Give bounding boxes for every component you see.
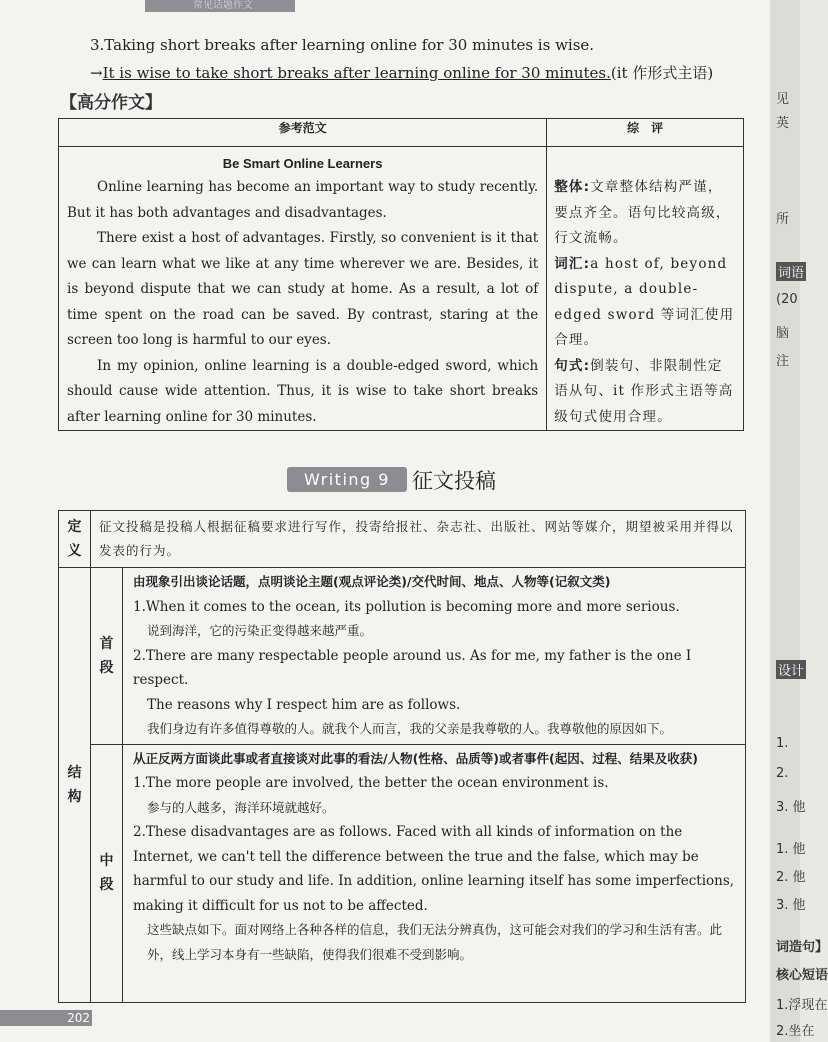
fragment: 词造句】 bbox=[776, 940, 828, 955]
comment-vocab bbox=[554, 252, 737, 354]
example-en: The reasons why I respect him are as follows. bbox=[147, 696, 461, 713]
example-cn: 我们身边有许多值得尊敬的人。就我个人而言，我的父亲是我尊敬的人。我尊敬他的原因如下。 bbox=[147, 721, 673, 736]
fragment: 1.浮现在 bbox=[776, 998, 828, 1013]
fragment: 所 bbox=[776, 212, 790, 227]
model-essay-table bbox=[58, 118, 744, 431]
essay-title: Be Smart Online Learners bbox=[222, 156, 383, 171]
next-page-edge bbox=[770, 0, 828, 1042]
comment-cell bbox=[547, 147, 744, 431]
comment-text: 文章整体结构严谨，要点齐全。语句比较高级，行文流畅。 bbox=[554, 179, 731, 246]
comment-label: 词汇: bbox=[554, 255, 591, 272]
translation-answer-line bbox=[90, 62, 713, 83]
example-cn: 这些缺点如下。面对网络上各种各样的信息，我们无法分辨真伪，这可能会对我们的学习和生活有害。此外，线上学习本身有一些缺陷，使得我们很难不受到影响。 bbox=[147, 922, 723, 962]
fragment: 英 bbox=[776, 116, 790, 131]
first-heading: 由现象引出谈论话题，点明谈论主题(观点评论类)/交代时间、地点、人物等(记叙文类) bbox=[133, 574, 611, 589]
comment-column-header: 综 评 bbox=[547, 119, 744, 147]
fragment: 注 bbox=[776, 354, 790, 369]
comment-sentence bbox=[554, 354, 737, 431]
example-cn: 说到海洋，它的污染正变得越来越严重。 bbox=[147, 623, 373, 638]
example-en: 1.The more people are involved, the better the ocean environment is. bbox=[133, 775, 609, 791]
fragment: 见 bbox=[776, 92, 790, 107]
middle-paragraph-cell bbox=[123, 744, 746, 1002]
fragment: 1. bbox=[776, 736, 789, 751]
middle-paragraph-label: 中段 bbox=[91, 744, 123, 1002]
essay-paragraph: In my opinion, online learning is a double-edged sword, which should cause wide attention. Thus, it is wise to take short breaks after learning online for 30 minutes. bbox=[67, 357, 539, 425]
example-en: 2.These disadvantages are as follows. Faced with all kinds of information on the Internet, we can't tell the difference between the true and the false, which may be harmful to our study and life. In addition, online learning itself has some imperfections, making it difficult for us not to be affected. bbox=[133, 824, 735, 914]
translation-note: (it 作形式主语) bbox=[610, 64, 714, 82]
arrow-icon: → bbox=[90, 64, 103, 82]
fragment: 核心短语 bbox=[776, 968, 828, 983]
translation-answer: It is wise to take short breaks after learning online for 30 minutes. bbox=[102, 64, 611, 82]
page-number: 202 bbox=[0, 1010, 92, 1026]
fragment: (20 bbox=[776, 292, 798, 307]
fragment: 2.坐在 bbox=[776, 1024, 815, 1039]
essay-cell bbox=[59, 147, 547, 431]
definition-label: 定义 bbox=[59, 511, 91, 568]
essay-paragraph: There exist a host of advantages. Firstly, so convenient is it that we can learn what we like at any time wherever we are. Besides, it is beyond dispute that we can study at home. As a result, a lot of time spent on the road can be saved. By contrast, staring at the screen too long is harmful to our eyes. bbox=[67, 230, 539, 348]
comment-label: 句式: bbox=[554, 357, 591, 374]
example-en: 1.When it comes to the ocean, its pollution is becoming more and more serious. bbox=[133, 598, 680, 615]
essay-paragraph: Online learning has become an important way to study recently. But it has both advantages and disadvantages. bbox=[67, 179, 539, 221]
translation-sentence: 3.Taking short breaks after learning online for 30 minutes is wise. bbox=[90, 36, 595, 54]
fragment: 2. bbox=[776, 766, 789, 781]
writing-banner: Writing 9 bbox=[287, 467, 407, 492]
first-paragraph-label: 首段 bbox=[91, 568, 123, 745]
definition-text: 征文投稿是投稿人根据征稿要求进行写作，投寄给报社、杂志社、出版社、网站等媒介，期望被采用并得以发表的行为。 bbox=[91, 511, 746, 568]
fragment: 3. 他 bbox=[776, 898, 806, 913]
section-title: 【高分作文】 bbox=[60, 93, 162, 113]
example-en: 2.There are many respectable people around us. As for me, my father is the one I respect. bbox=[133, 647, 692, 688]
running-title: 常见话题作文 bbox=[193, 0, 253, 11]
essay-column-header: 参考范文 bbox=[59, 119, 547, 147]
writing-banner-title: 征文投稿 bbox=[412, 469, 496, 493]
middle-heading: 从正反两方面谈此事或者直接谈对此事的看法/人物(性格、品质等)或者事件(起因、过程、结果及收获) bbox=[133, 750, 698, 766]
comment-text: a host of, beyond dispute, a double-edged sword 等词汇使用合理。 bbox=[554, 255, 735, 348]
writing-structure-table bbox=[58, 510, 746, 1003]
first-paragraph-cell bbox=[123, 568, 746, 745]
structure-label: 结构 bbox=[59, 568, 91, 1003]
fragment: 脑 bbox=[776, 326, 790, 341]
running-header bbox=[145, 0, 295, 12]
fragment: 词语 bbox=[776, 262, 806, 281]
comment-overall bbox=[554, 175, 737, 252]
comment-label: 整体: bbox=[554, 179, 591, 195]
fragment: 1. 他 bbox=[776, 842, 806, 857]
comment-text: 倒装句、非限制性定语从句、it 作形式主语等高级句式使用合理。 bbox=[554, 357, 734, 425]
fragment: 设计 bbox=[776, 660, 806, 679]
fragment: 3. 他 bbox=[776, 800, 806, 815]
example-cn: 参与的人越多，海洋环境就越好。 bbox=[147, 799, 335, 815]
fragment: 2. 他 bbox=[776, 870, 806, 885]
